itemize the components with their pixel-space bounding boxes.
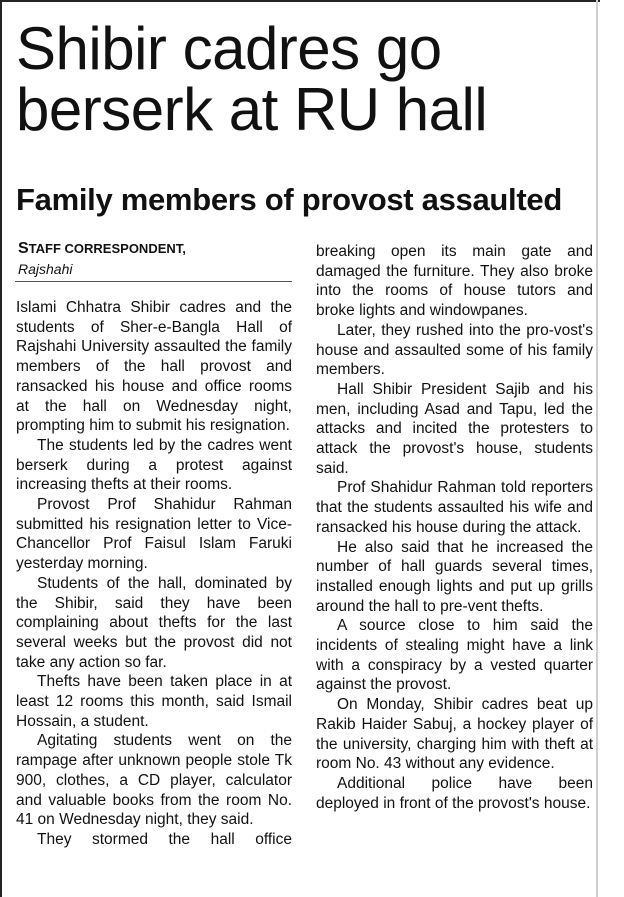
byline (18, 240, 292, 258)
page-border-right (596, 0, 598, 897)
paragraph: Additional police have been deployed in front of the provost's house. (316, 774, 593, 812)
paragraph: Hall Shibir President Sajib and his men, including Asad and Tapu, led the attacks and incited the protesters to attack the provost's house, students said. (316, 380, 593, 477)
paragraph: The students led by the cadres went berserk during a protest against increasing thefts at their rooms. (16, 436, 292, 494)
byline-rest: TAFF CORRESPONDENT, (28, 241, 186, 256)
paragraph: Provost Prof Shahidur Rahman submitted his resignation letter to Vice-Chancellor Prof Faisul Islam Faruki yesterday morning. (16, 496, 292, 573)
paragraph: Islami Chhatra Shibir cadres and the students of Sher-e-Bangla Hall of Rajshahi University assaulted the family members of the hall provost and ransacked his house and office rooms at the hall on Wednesday night, prompting him to submit his resignation. (16, 299, 292, 435)
paragraph: breaking open its main gate and damaged the furniture. They also broke into the rooms of house tutors and broke lights and windowpanes. (316, 243, 593, 320)
page-border-top (0, 0, 600, 2)
paragraph: Agitating students went on the rampage after unknown people stole Tk 900, clothes, a CD player, calculator and valuable books from the room No. 41 on Wednesday night, they said. (16, 732, 292, 829)
byline-initial: S (18, 240, 29, 257)
byline-rule (15, 281, 292, 282)
paragraph: Students of the hall, dominated by the Shibir, said they have been complaining about thefts for the last several weeks but the provost did not take any action so far. (16, 574, 292, 671)
article-column-2 (316, 242, 593, 813)
headline: Shibir cadres go berserk at RU hall (16, 15, 488, 143)
paragraph: He also said that he increased the number of hall guards several times, installed enough lights and put up grills around the hall to pre-vent thefts. (316, 538, 593, 615)
paragraph: Thefts have been taken place in at least 12 rooms this month, said Ismail Hossain, a student. (16, 673, 292, 730)
subheadline: Family members of provost assaulted (16, 182, 562, 217)
paragraph: Later, they rushed into the pro-vost's house and assaulted some of his family members. (316, 321, 593, 379)
paragraph: They stormed the hall office (37, 830, 292, 848)
page-border-left (0, 0, 2, 897)
article-column-1 (16, 298, 292, 850)
paragraph: Prof Shahidur Rahman told reporters that the students assaulted his wife and ransacked his house during the attack. (316, 479, 593, 536)
paragraph: On Monday, Shibir cadres beat up Rakib Haider Sabuj, a hockey player of the university, charging him with theft at room No. 43 without any evidence. (316, 696, 593, 773)
paragraph: A source close to him said the incidents of stealing might have a link with a conspiracy by a vested quarter against the provost. (316, 617, 593, 694)
dateline: Rajshahi (18, 261, 73, 277)
